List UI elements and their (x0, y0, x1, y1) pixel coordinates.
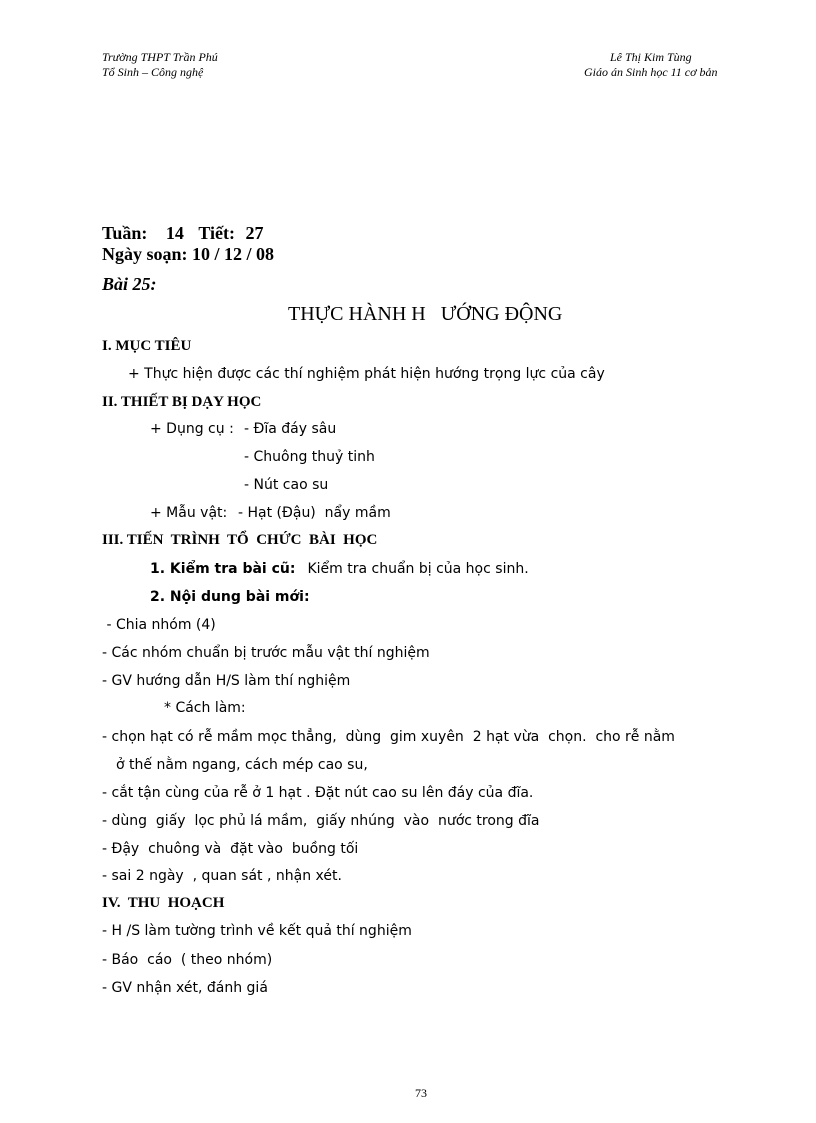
list-item: - cắt tận cùng của rễ ở 1 hạt . Đặt nút cao su lên đáy của đĩa. (102, 785, 534, 801)
specimen-label: + Mẫu vật: (150, 505, 228, 521)
section-3-heading: III. TIẾN TRÌNH TỔ CHỨC BÀI HỌC (102, 532, 378, 548)
list-item: - GV nhận xét, đánh giá (102, 980, 268, 996)
method-label: * Cách làm: (164, 700, 246, 716)
week-label: Tuần: (102, 223, 148, 243)
period-label: Tiết: (198, 223, 236, 243)
school-name: Trường THPT Trần Phú (102, 50, 218, 64)
lesson-label: Bài 25: (102, 274, 157, 294)
section-1-heading: I. MỤC TIÊU (102, 338, 192, 354)
date-label: Ngày soạn: (102, 244, 188, 264)
tool-item: - Nút cao su (244, 477, 329, 493)
list-item: - Báo cáo ( theo nhóm) (102, 952, 273, 968)
specimen-item: - Hạt (Đậu) nẩy mầm (238, 505, 391, 521)
section-4-heading: IV. THU HOẠCH (102, 895, 225, 911)
date-line (102, 244, 274, 264)
tools-label: + Dụng cụ : (150, 421, 234, 437)
period-value: 27 (245, 223, 264, 243)
list-item: - sai 2 ngày , quan sát , nhận xét. (102, 868, 342, 884)
list-item: - chọn hạt có rễ mầm mọc thẳng, dùng gim xuyên 2 hạt vừa chọn. cho rễ nằm (102, 729, 675, 745)
list-item: - Chia nhóm (4) (102, 617, 216, 633)
week-value: 14 (165, 223, 184, 243)
list-item: - Các nhóm chuẩn bị trước mẫu vật thí nghiệm (102, 645, 430, 661)
list-item: - Đậy chuông và đặt vào buồng tối (102, 841, 359, 857)
page-title: THỰC HÀNH H ƯỚNG ĐỘNG (288, 303, 563, 325)
week-period-line (102, 223, 264, 243)
subject-name: Giáo án Sinh học 11 cơ bản (584, 65, 718, 79)
date-value: 10 / 12 / 08 (192, 244, 275, 264)
page-number: 73 (415, 1086, 427, 1100)
objective-line: + Thực hiện được các thí nghiệm phát hiện hướng trọng lực của cây (128, 366, 605, 382)
tool-item: - Đĩa đáy sâu (244, 421, 337, 437)
section-2-heading: II. THIẾT BỊ DẠY HỌC (102, 394, 262, 410)
tool-item: - Chuông thuỷ tinh (244, 449, 375, 465)
list-item: - H /S làm tường trình về kết quả thí nghiệm (102, 923, 412, 939)
check-line (150, 560, 529, 578)
department-name: Tổ Sinh – Công nghệ (102, 65, 204, 79)
check-label: 1. Kiểm tra bài cũ: (150, 561, 296, 577)
list-item: - dùng giấy lọc phủ lá mầm, giấy nhúng vào nước trong đĩa (102, 813, 540, 829)
new-content-label: 2. Nội dung bài mới: (150, 589, 310, 605)
list-item: - GV hướng dẫn H/S làm thí nghiệm (102, 673, 351, 689)
list-item: ở thế nằm ngang, cách mép cao su, (116, 757, 368, 773)
teacher-name: Lê Thị Kim Tùng (610, 50, 692, 64)
check-text: Kiểm tra chuẩn bị của học sinh. (307, 561, 529, 577)
